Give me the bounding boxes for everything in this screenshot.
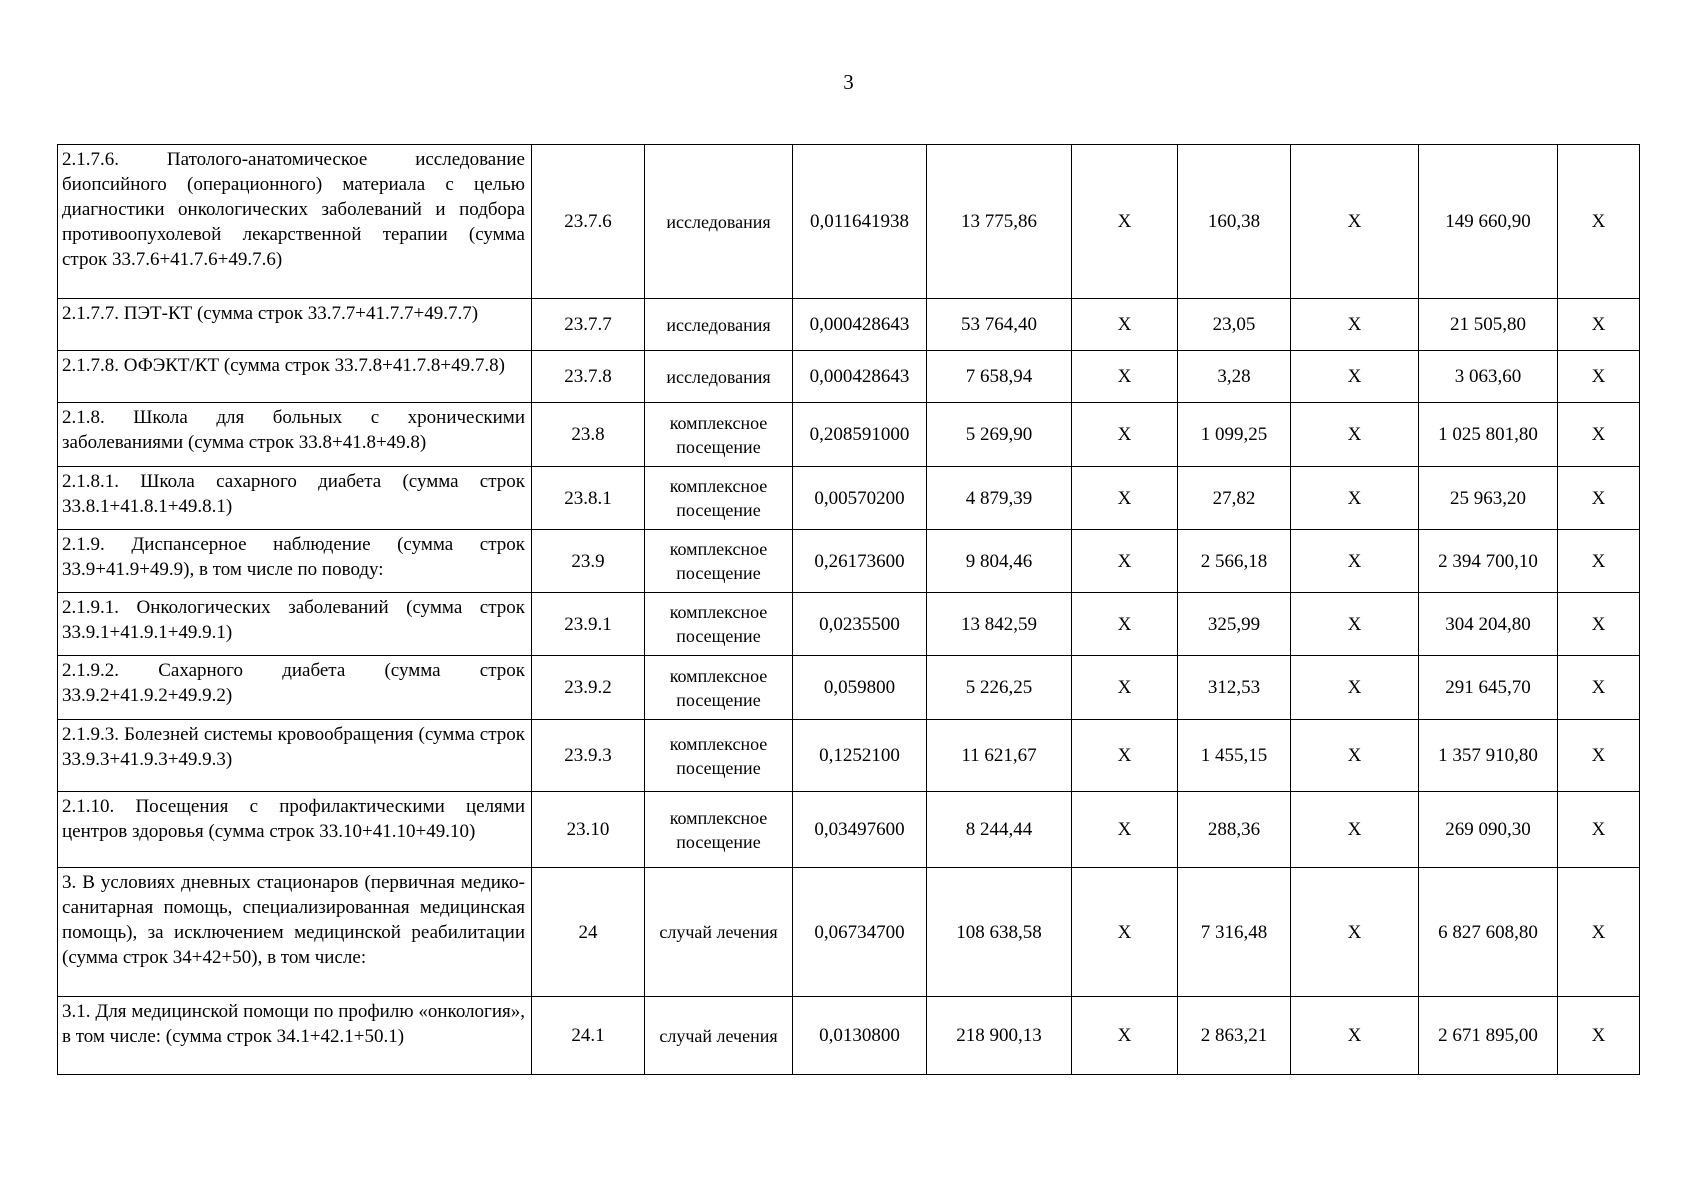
row-name-cell: 2.1.8. Школа для больных с хроническими заболеваниями (сумма строк 33.8+41.8+49.8) — [58, 403, 532, 467]
per-capita-cell: 1 099,25 — [1178, 403, 1291, 467]
x-mark-cell: X — [1558, 720, 1640, 792]
x-mark-cell: X — [1558, 299, 1640, 351]
per-capita-cell: 23,05 — [1178, 299, 1291, 351]
volume-norm-cell: 0,000428643 — [793, 299, 927, 351]
medical-volume-table — [57, 144, 1640, 1075]
total-cost-cell: 1 025 801,80 — [1419, 403, 1558, 467]
unit-cell: комплексное посещение — [645, 530, 793, 593]
x-mark-cell: X — [1291, 593, 1419, 656]
x-mark-cell: X — [1291, 145, 1419, 299]
unit-cell: исследования — [645, 351, 793, 403]
table-row — [58, 997, 1640, 1075]
x-mark-cell: X — [1291, 530, 1419, 593]
x-mark-cell: X — [1558, 656, 1640, 720]
total-cost-cell: 304 204,80 — [1419, 593, 1558, 656]
x-mark-cell: X — [1291, 868, 1419, 997]
x-mark-cell: X — [1558, 593, 1640, 656]
total-cost-cell: 2 394 700,10 — [1419, 530, 1558, 593]
per-capita-cell: 160,38 — [1178, 145, 1291, 299]
cost-norm-cell: 218 900,13 — [927, 997, 1072, 1075]
unit-cell: случай лечения — [645, 997, 793, 1075]
table-body — [58, 145, 1640, 1075]
x-mark-cell: X — [1291, 403, 1419, 467]
volume-norm-cell: 0,1252100 — [793, 720, 927, 792]
row-name-cell: 2.1.9.2. Сахарного диабета (сумма строк 33.9.2+41.9.2+49.9.2) — [58, 656, 532, 720]
volume-norm-cell: 0,0235500 — [793, 593, 927, 656]
x-mark-cell: X — [1558, 868, 1640, 997]
per-capita-cell: 325,99 — [1178, 593, 1291, 656]
row-name-cell: 2.1.7.6. Патолого-анатомическое исследование биопсийного (операционного) материала с целью диагностики онкологических заболеваний и подбора противоопухолевой лекарственной терапии (сумма строк 33.7.6+41.7.6+49.7.6) — [58, 145, 532, 299]
volume-norm-cell: 0,03497600 — [793, 792, 927, 868]
row-name-cell: 2.1.7.8. ОФЭКТ/КТ (сумма строк 33.7.8+41.7.8+49.7.8) — [58, 351, 532, 403]
total-cost-cell: 2 671 895,00 — [1419, 997, 1558, 1075]
table-row — [58, 145, 1640, 299]
table-row — [58, 792, 1640, 868]
total-cost-cell: 269 090,30 — [1419, 792, 1558, 868]
cost-norm-cell: 13 842,59 — [927, 593, 1072, 656]
unit-cell: комплексное посещение — [645, 656, 793, 720]
row-number-cell: 23.9.2 — [532, 656, 645, 720]
x-mark-cell: X — [1072, 351, 1178, 403]
x-mark-cell: X — [1558, 351, 1640, 403]
row-name-cell: 3. В условиях дневных стационаров (первичная медико-санитарная помощь, специализированная медицинская помощь), за исключением медицинской реабилитации (сумма строк 34+42+50), в том числе: — [58, 868, 532, 997]
cost-norm-cell: 5 269,90 — [927, 403, 1072, 467]
unit-cell: исследования — [645, 145, 793, 299]
total-cost-cell: 25 963,20 — [1419, 467, 1558, 530]
cost-norm-cell: 13 775,86 — [927, 145, 1072, 299]
volume-norm-cell: 0,011641938 — [793, 145, 927, 299]
table-row — [58, 299, 1640, 351]
x-mark-cell: X — [1072, 299, 1178, 351]
cost-norm-cell: 108 638,58 — [927, 868, 1072, 997]
unit-cell: комплексное посещение — [645, 792, 793, 868]
per-capita-cell: 27,82 — [1178, 467, 1291, 530]
total-cost-cell: 291 645,70 — [1419, 656, 1558, 720]
row-number-cell: 23.8.1 — [532, 467, 645, 530]
per-capita-cell: 2 863,21 — [1178, 997, 1291, 1075]
table-row — [58, 868, 1640, 997]
x-mark-cell: X — [1072, 403, 1178, 467]
cost-norm-cell: 8 244,44 — [927, 792, 1072, 868]
cost-norm-cell: 9 804,46 — [927, 530, 1072, 593]
row-number-cell: 24.1 — [532, 997, 645, 1075]
x-mark-cell: X — [1558, 467, 1640, 530]
unit-cell: исследования — [645, 299, 793, 351]
x-mark-cell: X — [1072, 530, 1178, 593]
x-mark-cell: X — [1558, 997, 1640, 1075]
unit-cell: комплексное посещение — [645, 720, 793, 792]
x-mark-cell: X — [1072, 868, 1178, 997]
x-mark-cell: X — [1072, 656, 1178, 720]
x-mark-cell: X — [1291, 467, 1419, 530]
cost-norm-cell: 53 764,40 — [927, 299, 1072, 351]
x-mark-cell: X — [1558, 145, 1640, 299]
row-number-cell: 23.8 — [532, 403, 645, 467]
table-row — [58, 530, 1640, 593]
x-mark-cell: X — [1072, 593, 1178, 656]
row-name-cell: 2.1.7.7. ПЭТ-КТ (сумма строк 33.7.7+41.7.7+49.7.7) — [58, 299, 532, 351]
total-cost-cell: 6 827 608,80 — [1419, 868, 1558, 997]
volume-norm-cell: 0,0130800 — [793, 997, 927, 1075]
per-capita-cell: 7 316,48 — [1178, 868, 1291, 997]
table-row — [58, 720, 1640, 792]
total-cost-cell: 21 505,80 — [1419, 299, 1558, 351]
x-mark-cell: X — [1291, 656, 1419, 720]
x-mark-cell: X — [1072, 145, 1178, 299]
x-mark-cell: X — [1558, 403, 1640, 467]
x-mark-cell: X — [1558, 530, 1640, 593]
table-row — [58, 403, 1640, 467]
volume-norm-cell: 0,059800 — [793, 656, 927, 720]
per-capita-cell: 1 455,15 — [1178, 720, 1291, 792]
cost-norm-cell: 4 879,39 — [927, 467, 1072, 530]
row-number-cell: 23.10 — [532, 792, 645, 868]
row-name-cell: 2.1.9.1. Онкологических заболеваний (сумма строк 33.9.1+41.9.1+49.9.1) — [58, 593, 532, 656]
total-cost-cell: 3 063,60 — [1419, 351, 1558, 403]
unit-cell: комплексное посещение — [645, 593, 793, 656]
table-row — [58, 593, 1640, 656]
row-number-cell: 23.7.8 — [532, 351, 645, 403]
x-mark-cell: X — [1558, 792, 1640, 868]
x-mark-cell: X — [1291, 792, 1419, 868]
x-mark-cell: X — [1072, 792, 1178, 868]
per-capita-cell: 2 566,18 — [1178, 530, 1291, 593]
row-number-cell: 23.7.6 — [532, 145, 645, 299]
per-capita-cell: 288,36 — [1178, 792, 1291, 868]
row-name-cell: 2.1.8.1. Школа сахарного диабета (сумма строк 33.8.1+41.8.1+49.8.1) — [58, 467, 532, 530]
volume-norm-cell: 0,26173600 — [793, 530, 927, 593]
unit-cell: случай лечения — [645, 868, 793, 997]
row-number-cell: 23.7.7 — [532, 299, 645, 351]
volume-norm-cell: 0,208591000 — [793, 403, 927, 467]
total-cost-cell: 1 357 910,80 — [1419, 720, 1558, 792]
x-mark-cell: X — [1072, 720, 1178, 792]
row-number-cell: 23.9 — [532, 530, 645, 593]
row-name-cell: 2.1.9. Диспансерное наблюдение (сумма строк 33.9+41.9+49.9), в том числе по поводу: — [58, 530, 532, 593]
x-mark-cell: X — [1291, 351, 1419, 403]
per-capita-cell: 3,28 — [1178, 351, 1291, 403]
per-capita-cell: 312,53 — [1178, 656, 1291, 720]
x-mark-cell: X — [1072, 997, 1178, 1075]
x-mark-cell: X — [1291, 720, 1419, 792]
table-row — [58, 656, 1640, 720]
volume-norm-cell: 0,00570200 — [793, 467, 927, 530]
row-number-cell: 23.9.3 — [532, 720, 645, 792]
volume-norm-cell: 0,06734700 — [793, 868, 927, 997]
page-number: 3 — [843, 70, 854, 94]
cost-norm-cell: 11 621,67 — [927, 720, 1072, 792]
row-number-cell: 23.9.1 — [532, 593, 645, 656]
x-mark-cell: X — [1291, 299, 1419, 351]
total-cost-cell: 149 660,90 — [1419, 145, 1558, 299]
row-name-cell: 2.1.9.3. Болезней системы кровообращения (сумма строк 33.9.3+41.9.3+49.9.3) — [58, 720, 532, 792]
cost-norm-cell: 5 226,25 — [927, 656, 1072, 720]
row-number-cell: 24 — [532, 868, 645, 997]
x-mark-cell: X — [1072, 467, 1178, 530]
unit-cell: комплексное посещение — [645, 403, 793, 467]
row-name-cell: 2.1.10. Посещения с профилактическими целями центров здоровья (сумма строк 33.10+41.10+49.10) — [58, 792, 532, 868]
table-row — [58, 351, 1640, 403]
cost-norm-cell: 7 658,94 — [927, 351, 1072, 403]
x-mark-cell: X — [1291, 997, 1419, 1075]
table-row — [58, 467, 1640, 530]
unit-cell: комплексное посещение — [645, 467, 793, 530]
row-name-cell: 3.1. Для медицинской помощи по профилю «онкология», в том числе: (сумма строк 34.1+42.1+50.1) — [58, 997, 532, 1075]
volume-norm-cell: 0,000428643 — [793, 351, 927, 403]
